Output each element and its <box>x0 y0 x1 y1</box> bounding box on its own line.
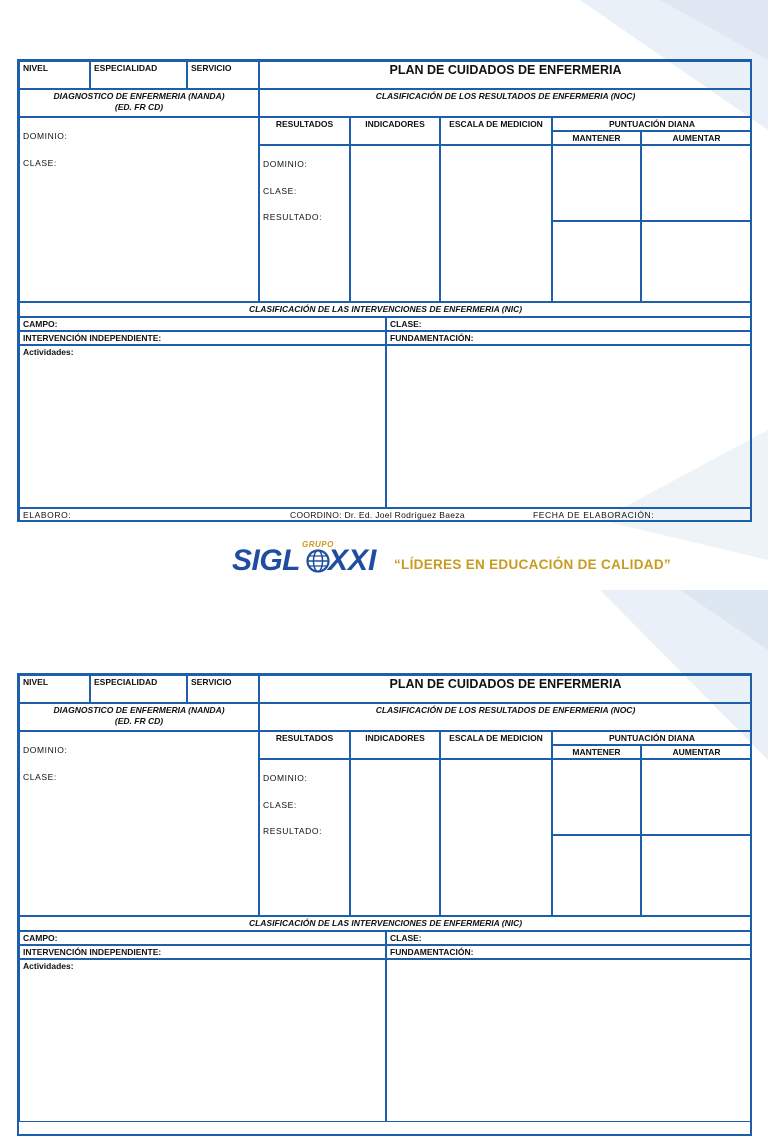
indicadores-header: INDICADORES <box>350 731 440 759</box>
elaboro-label: ELABORO: <box>23 510 72 520</box>
noc-dominio-label: DOMINIO: <box>263 773 308 783</box>
nivel-cell[interactable]: NIVEL <box>19 675 90 703</box>
indicadores-header: INDICADORES <box>350 117 440 145</box>
escala-area[interactable] <box>440 145 552 302</box>
noc-resultado-label: RESULTADO: <box>263 212 323 222</box>
resultados-area[interactable] <box>259 759 350 916</box>
fundamentacion-cell[interactable]: FUNDAMENTACIÓN: <box>386 331 752 345</box>
fecha-label: FECHA DE ELABORACIÓN: <box>533 510 655 520</box>
actividades-area[interactable] <box>19 959 386 1122</box>
resultados-header: RESULTADOS <box>259 117 350 145</box>
escala-area[interactable] <box>440 759 552 916</box>
clase-label: CLASE: <box>23 772 57 782</box>
diagnosis-area[interactable] <box>19 731 259 916</box>
actividades-area[interactable] <box>19 345 386 508</box>
nanda-line-2: (ED. FR CD) <box>114 716 164 726</box>
nanda-line-2: (ED. FR CD) <box>114 102 164 112</box>
nic-clase-cell[interactable]: CLASE: <box>386 931 752 945</box>
especialidad-cell[interactable]: ESPECIALIDAD <box>90 675 187 703</box>
fundamentacion-area[interactable] <box>386 959 752 1122</box>
logo-grupo-text: GRUPO <box>302 540 334 549</box>
actividades-label: Actividades: <box>23 961 74 971</box>
aumentar-cell-1[interactable] <box>641 759 752 835</box>
especialidad-cell[interactable]: ESPECIALIDAD <box>90 61 187 89</box>
noc-resultado-label: RESULTADO: <box>263 826 323 836</box>
mantener-header: MANTENER <box>552 745 641 759</box>
puntuacion-header: PUNTUACIÓN DIANA <box>552 117 752 131</box>
dominio-label: DOMINIO: <box>23 131 68 141</box>
intervencion-cell[interactable]: INTERVENCIÓN INDEPENDIENTE: <box>19 945 386 959</box>
care-plan-form-1 <box>17 59 752 522</box>
form-title: PLAN DE CUIDADOS DE ENFERMERIA <box>259 675 752 703</box>
aumentar-cell-1[interactable] <box>641 145 752 221</box>
mantener-cell-1[interactable] <box>552 145 641 221</box>
dominio-label: DOMINIO: <box>23 745 68 755</box>
clase-label: CLASE: <box>23 158 57 168</box>
mantener-header: MANTENER <box>552 131 641 145</box>
resultados-area[interactable] <box>259 145 350 302</box>
resultados-header: RESULTADOS <box>259 731 350 759</box>
actividades-label: Actividades: <box>23 347 74 357</box>
nanda-header <box>19 89 259 117</box>
form-title: PLAN DE CUIDADOS DE ENFERMERIA <box>259 61 752 89</box>
escala-header: ESCALA DE MEDICION <box>440 117 552 145</box>
nivel-cell[interactable]: NIVEL <box>19 61 90 89</box>
campo-cell[interactable]: CAMPO: <box>19 931 386 945</box>
noc-header: CLASIFICACIÓN DE LOS RESULTADOS DE ENFERMERIA (NOC) <box>259 703 752 731</box>
indicadores-area[interactable] <box>350 759 440 916</box>
noc-clase-label: CLASE: <box>263 800 297 810</box>
logo-slogan: “LÍDERES EN EDUCACIÓN DE CALIDAD” <box>394 557 671 572</box>
puntuacion-header: PUNTUACIÓN DIANA <box>552 731 752 745</box>
logo-sigl-text: SIGL <box>232 544 301 577</box>
aumentar-header: AUMENTAR <box>641 745 752 759</box>
escala-header: ESCALA DE MEDICION <box>440 731 552 759</box>
servicio-cell[interactable]: SERVICIO <box>187 675 259 703</box>
diagnosis-area[interactable] <box>19 117 259 302</box>
nic-header: CLASIFICACIÓN DE LAS INTERVENCIONES DE ENFERMERIA (NIC) <box>19 916 752 931</box>
mantener-cell-2[interactable] <box>552 221 641 302</box>
nanda-header <box>19 703 259 731</box>
aumentar-cell-2[interactable] <box>641 221 752 302</box>
nanda-line-1: DIAGNOSTICO DE ENFERMERIA (NANDA) <box>53 91 225 101</box>
nanda-line-1: DIAGNOSTICO DE ENFERMERIA (NANDA) <box>53 705 225 715</box>
mantener-cell-1[interactable] <box>552 759 641 835</box>
nic-clase-cell[interactable]: CLASE: <box>386 317 752 331</box>
logo-xxi-text: XXI <box>328 544 377 577</box>
campo-cell[interactable]: CAMPO: <box>19 317 386 331</box>
fundamentacion-area[interactable] <box>386 345 752 508</box>
siglo-xxi-logo <box>232 540 732 580</box>
care-plan-form-2 <box>17 673 752 1136</box>
nic-header: CLASIFICACIÓN DE LAS INTERVENCIONES DE ENFERMERIA (NIC) <box>19 302 752 317</box>
fundamentacion-cell[interactable]: FUNDAMENTACIÓN: <box>386 945 752 959</box>
servicio-cell[interactable]: SERVICIO <box>187 61 259 89</box>
mantener-cell-2[interactable] <box>552 835 641 916</box>
indicadores-area[interactable] <box>350 145 440 302</box>
aumentar-header: AUMENTAR <box>641 131 752 145</box>
aumentar-cell-2[interactable] <box>641 835 752 916</box>
coordino-label: COORDINO: Dr. Ed. Joel Rodríguez Baeza <box>290 510 465 520</box>
noc-clase-label: CLASE: <box>263 186 297 196</box>
noc-dominio-label: DOMINIO: <box>263 159 308 169</box>
globe-icon <box>306 549 330 573</box>
footer-row <box>19 508 752 522</box>
noc-header: CLASIFICACIÓN DE LOS RESULTADOS DE ENFERMERIA (NOC) <box>259 89 752 117</box>
intervencion-cell[interactable]: INTERVENCIÓN INDEPENDIENTE: <box>19 331 386 345</box>
